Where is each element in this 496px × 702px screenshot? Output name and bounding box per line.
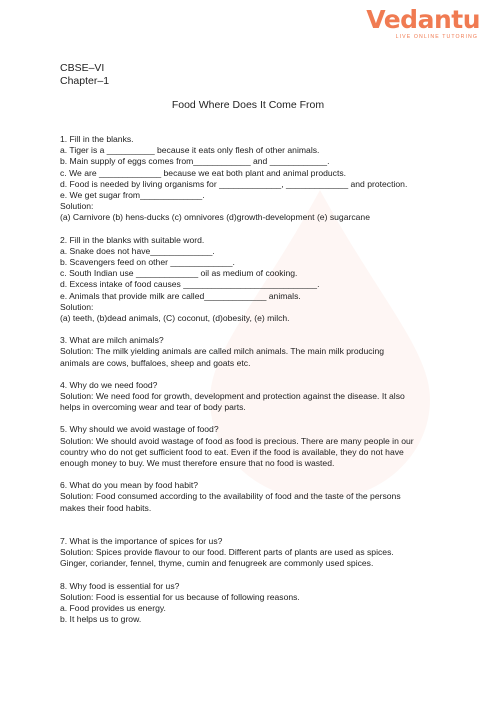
solution-line: Solution: Food consumed according to the availability of food and the taste of the persons xyxy=(60,491,401,502)
question-line: e. We get sugar from_____________. xyxy=(60,190,205,201)
solution-line: Ginger, coriander, fennel, thyme, cumin and fenugreek are commonly used spices. xyxy=(60,558,374,569)
question-line: c. We are _____________ because we eat both plant and animal products. xyxy=(60,167,347,178)
question-line: b. Scavengers feed on other _____________. xyxy=(60,257,235,268)
brand-name: Vedantu xyxy=(366,5,480,34)
question-line: 5. Why should we avoid wastage of food? xyxy=(60,424,219,435)
question-line: 2. Fill in the blanks with suitable word. xyxy=(60,234,205,245)
brand-logo xyxy=(366,6,480,40)
solution-line: a. Food provides us energy. xyxy=(60,602,166,613)
chapter-label: Chapter–1 xyxy=(60,75,110,87)
board-label: CBSE–VI xyxy=(60,62,105,74)
document-header xyxy=(60,62,109,88)
solution-line: enough money to buy. We must therefore ensure that no food is wasted. xyxy=(60,458,335,469)
solution-line: helps in overcoming wear and tear of body parts. xyxy=(60,402,246,413)
question-block xyxy=(60,581,450,626)
question-line: 8. Why food is essential for us? xyxy=(60,580,180,591)
solution-line: (a) Carnivore (b) hens-ducks (c) omnivores (d)growth-development (e) sugarcane xyxy=(60,212,370,223)
solution-line: b. It helps us to grow. xyxy=(60,614,142,625)
solution-line: makes their food habits. xyxy=(60,502,152,513)
question-block xyxy=(60,335,450,369)
solution-line: Solution: Food is essential for us because of following reasons. xyxy=(60,591,300,602)
solution-line: Solution: The milk yielding animals are called milch animals. The main milk producing xyxy=(60,346,385,357)
question-block xyxy=(60,424,450,469)
question-block xyxy=(60,380,450,414)
solution-label: Solution: xyxy=(60,301,94,312)
solution-label: Solution: xyxy=(60,201,94,212)
question-line: 4. Why do we need food? xyxy=(60,379,158,390)
question-line: e. Animals that provide milk are called_____________ animals. xyxy=(60,290,301,301)
question-line: 3. What are milch animals? xyxy=(60,335,164,346)
question-line: b. Main supply of eggs comes from____________ and ____________. xyxy=(60,156,330,167)
question-line: 6. What do you mean by food habit? xyxy=(60,480,199,491)
page-title: Food Where Does It Come From xyxy=(171,99,325,111)
question-list xyxy=(60,134,450,625)
solution-line: Solution: We should avoid wastage of food as food is precious. There are many people in our xyxy=(60,435,414,446)
question-line: a. Tiger is a __________ because it eats only flesh of other animals. xyxy=(60,145,320,156)
solution-line: (a) teeth, (b)dead animals, (C) coconut, (d)obesity, (e) milch. xyxy=(60,313,290,324)
solution-line: Solution: Spices provide flavour to our food. Different parts of plants are used as spices. xyxy=(60,547,394,558)
solution-line: country who do not get sufficient food to eat. Even if the food is available, they do not have xyxy=(60,446,404,457)
solution-line: Solution: We need food for growth, development and protection against the disease. It also xyxy=(60,391,405,402)
question-line: c. South Indian use _____________ oil as medium of cooking. xyxy=(60,268,298,279)
question-block xyxy=(60,480,450,514)
question-line: 7. What is the importance of spices for us? xyxy=(60,535,223,546)
brand-tagline: LIVE ONLINE TUTORING xyxy=(395,34,478,40)
question-line: d. Excess intake of food causes ____________________________. xyxy=(60,279,320,290)
question-line: d. Food is needed by living organisms for _____________, _____________ and protection. xyxy=(60,178,408,189)
solution-line: animals are cows, buffaloes, sheep and goats etc. xyxy=(60,357,251,368)
question-block xyxy=(60,235,450,325)
question-block xyxy=(60,536,450,570)
question-block xyxy=(60,134,450,224)
question-line: a. Snake does not have_____________. xyxy=(60,245,215,256)
question-line: 1. Fill in the blanks. xyxy=(60,134,134,144)
